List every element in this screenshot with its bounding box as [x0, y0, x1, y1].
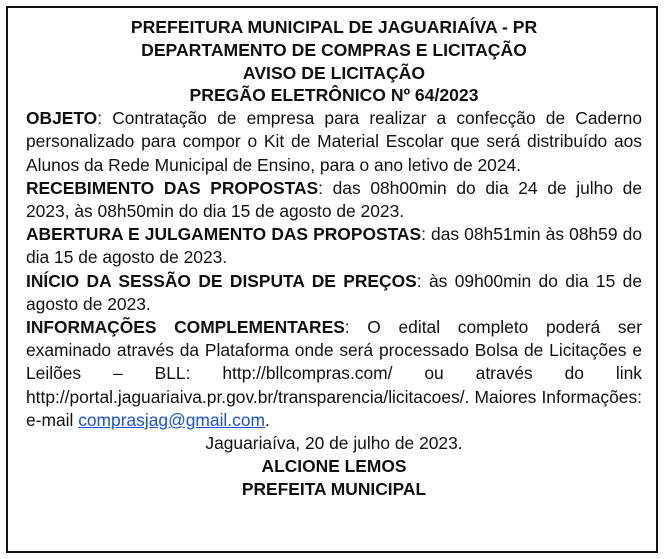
- place-date: Jaguariaíva, 20 de julho de 2023.: [205, 433, 463, 454]
- inicio-text: : às 09h00min do dia 15 de agosto de 2023.: [26, 270, 642, 314]
- recebimento-paragraph: [26, 177, 642, 223]
- abertura-label: ABERTURA E JULGAMENTO DAS PROPOSTAS: [26, 224, 422, 245]
- abertura-text: : das 08h51min às 08h59 do dia 15 de agosto de 2023.: [26, 224, 642, 268]
- inicio-paragraph: [26, 270, 642, 316]
- signatory-role: PREFEITA MUNICIPAL: [241, 479, 427, 500]
- informacoes-label: INFORMAÇÕES COMPLEMENTARES: [26, 317, 345, 338]
- recebimento-text: : das 08h00min do dia 24 de julho de 2023, às 08h50min do dia 15 de agosto de 2023.: [26, 177, 642, 221]
- objeto-text: : Contratação de empresa para realizar a confecção de Caderno personalizado para compor o Kit de Material Escolar que será distribuído aos Alunos da Rede Municipal de Ensino, para o ano letivo de 2024.: [26, 108, 642, 175]
- informacoes-text: : O edital completo poderá ser examinado através da Plataforma onde será processado Bolsa de Licitações e Leilões – BLL: http://bllcompras.com/ ou através do link http://portal.jaguariaiva.pr.gov.br/transparencia/licitacoes/. Maiores Informações: e-mail: [26, 317, 642, 430]
- header-municipality: PREFEITURA MUNICIPAL DE JAGUARIAÍVA - PR: [130, 17, 538, 37]
- recebimento-label: RECEBIMENTO DAS PROPOSTAS: [26, 177, 319, 198]
- licitacao-notice: [6, 6, 658, 553]
- header-pregao-number: PREGÃO ELETRÔNICO Nº 64/2023: [189, 85, 479, 106]
- signatory-name: ALCIONE LEMOS: [261, 456, 407, 477]
- informacoes-end: .: [264, 409, 270, 430]
- informacoes-paragraph: [26, 316, 642, 432]
- header-department: DEPARTAMENTO DE COMPRAS E LICITAÇÃO: [141, 39, 527, 60]
- inicio-label: INÍCIO DA SESSÃO DE DISPUTA DE PREÇOS: [26, 270, 417, 291]
- abertura-paragraph: [26, 223, 642, 269]
- objeto-paragraph: [26, 107, 642, 177]
- objeto-label: OBJETO: [26, 108, 98, 129]
- header-notice-type: AVISO DE LICITAÇÃO: [242, 62, 426, 83]
- email-link[interactable]: comprasjag@gmail.com: [78, 409, 265, 430]
